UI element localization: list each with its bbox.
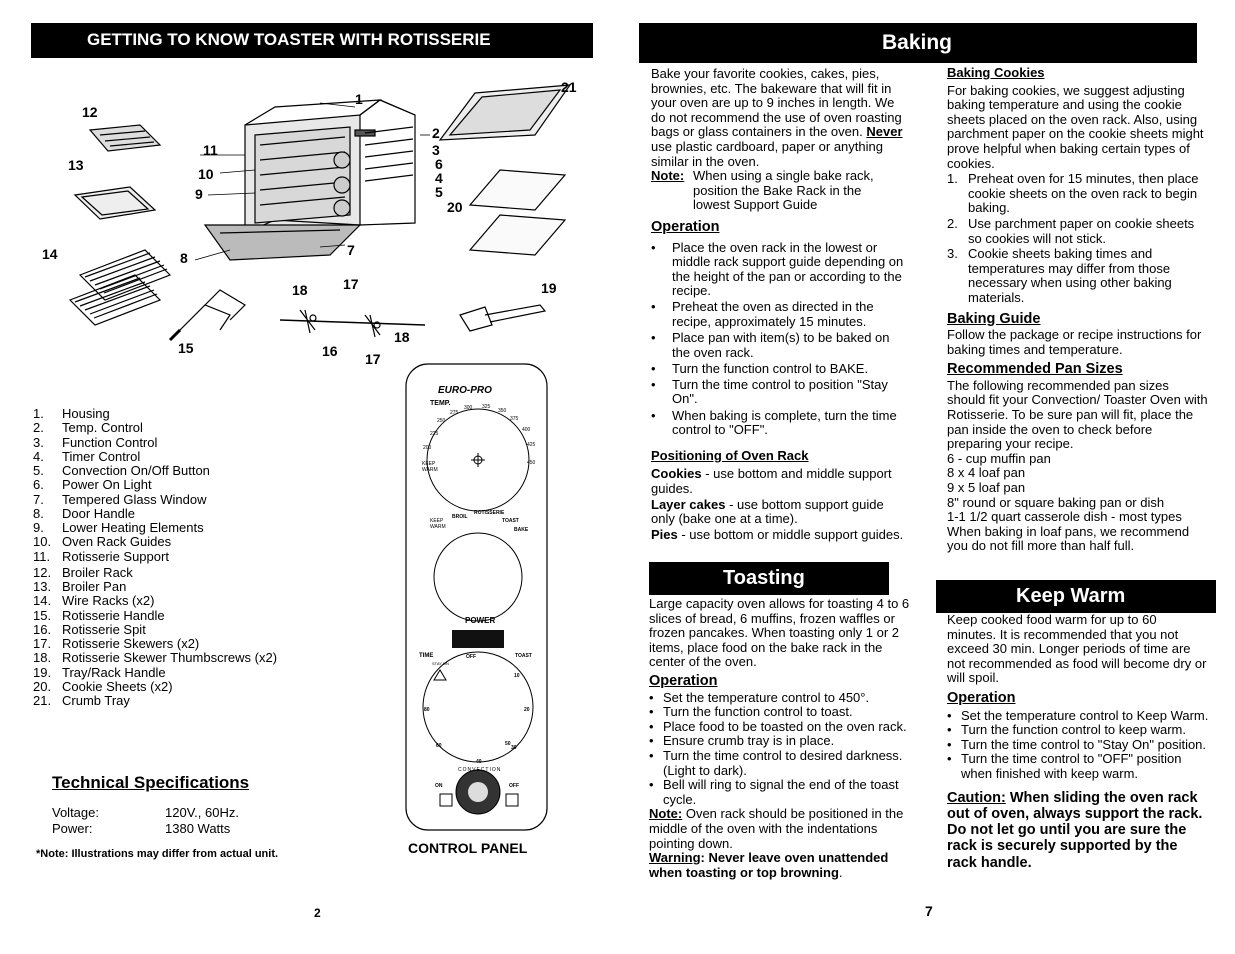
panel-brand: EURO-PRO [438, 385, 492, 396]
baking-intro-text: Bake your favorite cookies, cakes, pies, brownies, etc. The bakeware that will fit in your oven are up to 9 inches in length. We do not recommend the use of oven roasting bags or glass containers in the oven. [651, 66, 902, 140]
keep-warm-op-item-text: Turn the function control to keep warm. [961, 722, 1186, 738]
left-header-title: GETTING TO KNOW TOASTER WITH ROTISSERIE [87, 30, 491, 49]
cookie-step-item [947, 247, 1209, 305]
keep-warm-op-item-text: Turn the time control to "Stay On" position. [961, 736, 1207, 752]
positioning-item [651, 528, 911, 543]
positioning-bold: Cookies [651, 466, 702, 482]
panel-keep-warm: KEEP WARM [422, 461, 438, 473]
baking-op-item [651, 409, 911, 438]
part-item [33, 464, 363, 478]
positioning-text: - use bottom and middle support guides. [651, 466, 892, 496]
baking-cookies-title: Baking Cookies [947, 65, 1045, 80]
panel-function-label: ROTISSERIE [474, 510, 505, 516]
part-label: Rotisserie Skewer Thumbscrews (x2) [62, 650, 278, 666]
callout-5: 5 [435, 184, 443, 200]
loaf-note: When baking in loaf pans, we recommend you do not fill more than half full. [947, 523, 1190, 554]
bullet-icon: • [947, 751, 952, 767]
part-label: Power On Light [62, 477, 152, 493]
toasting-op-item [649, 734, 911, 749]
panel-temp-label: TEMP. [430, 400, 451, 407]
part-label: Oven Rack Guides [62, 534, 172, 550]
callout-15: 15 [178, 340, 194, 356]
panel-tick: 350 [498, 408, 507, 414]
callout-20: 20 [447, 199, 463, 215]
cookie-step-number: 2. [947, 215, 958, 231]
bullet-icon: • [649, 689, 654, 705]
bullet-icon: • [947, 722, 952, 738]
cookie-step-number: 3. [947, 246, 958, 262]
spec-key: Voltage: [52, 805, 99, 820]
panel-time-tick: 10 [514, 673, 520, 679]
callout-17a: 17 [343, 276, 359, 292]
part-number: 6. [33, 477, 44, 493]
baking-header-title: Baking [882, 31, 953, 54]
baking-op-item-text: When baking is complete, turn the time control to "OFF". [672, 407, 897, 438]
keep-warm-header-title: Keep Warm [1016, 585, 1126, 607]
callout-10: 10 [198, 166, 214, 182]
callout-6: 6 [435, 156, 443, 172]
bullet-icon: • [947, 736, 952, 752]
baking-header-bar [639, 23, 1197, 63]
part-label: Timer Control [62, 448, 141, 464]
baking-op-item [651, 362, 911, 377]
part-label: Temp. Control [62, 420, 143, 436]
part-label: Wire Racks (x2) [62, 593, 155, 609]
bullet-icon: • [651, 376, 656, 392]
baking-op-item-text: Turn the function control to BAKE. [672, 360, 869, 376]
positioning-title: Positioning of Oven Rack [651, 447, 809, 463]
keep-warm-op-item [947, 738, 1209, 753]
note-label: Note: [651, 168, 685, 184]
part-number: 11. [33, 548, 51, 564]
pan-item: 6 - cup muffin pan [947, 450, 1051, 466]
panel-tick: 450 [527, 460, 536, 466]
never-word: Never [866, 124, 903, 140]
baking-guide-title: Baking Guide [947, 310, 1041, 327]
toasting-op-item-text: Set the temperature control to 450°. [663, 689, 870, 705]
baking-op-item-text: Preheat the oven as directed in the recipe, approximately 15 minutes. [672, 299, 874, 329]
callout-17b: 17 [365, 351, 381, 367]
page-number-right: 7 [925, 903, 933, 919]
part-item [33, 580, 363, 594]
panel-toast-label: TOAST [515, 653, 532, 659]
part-item [33, 421, 363, 435]
pan-item: 8 x 4 loaf pan [947, 465, 1026, 481]
panel-time-tick: 80 [424, 707, 430, 713]
toasting-column [649, 597, 911, 880]
pan-item: 9 x 5 loaf pan [947, 480, 1026, 496]
callout-9: 9 [195, 186, 203, 202]
keep-warm-op-item [947, 752, 1209, 781]
callout-19: 19 [541, 280, 557, 296]
toasting-intro: Large capacity oven allows for toasting 4 to 6 slices of bread, 6 muffins, frozen waffles or frozen pancakes. When toasting only 1 or 2 items, place food on the bake rack in the center of the oven. [649, 596, 910, 670]
spec-key: Power: [52, 821, 93, 836]
positioning-text: - use bottom support guide only (bake one at a time). [651, 496, 884, 527]
panel-tick: 200 [423, 445, 432, 451]
toast-note [649, 807, 911, 851]
toasting-op-item-text: Place food to be toasted on the oven rack. [663, 718, 907, 734]
panel-power-label: POWER [465, 616, 496, 625]
pan-list [947, 452, 1209, 525]
panel-tick: 250 [437, 418, 446, 424]
part-number: 14. [33, 593, 52, 609]
panel-tick: 400 [522, 427, 531, 433]
never-rest: use plastic cardboard, paper or anything similar in the oven. [651, 138, 883, 169]
part-number: 10. [33, 534, 52, 550]
callout-16: 16 [322, 343, 338, 359]
panel-time-tick: 40 [476, 759, 482, 765]
warning-text: : Never leave oven unattended when toasting or top browning [649, 850, 889, 880]
part-number: 8. [33, 505, 44, 521]
part-item [33, 680, 363, 694]
part-label: Rotisserie Handle [62, 607, 165, 623]
spec-row [52, 805, 239, 821]
cookie-steps-list [947, 172, 1209, 305]
warning [649, 851, 911, 880]
panel-function-label: KEEP WARM [430, 518, 446, 530]
part-label: Broiler Rack [62, 564, 133, 580]
bullet-icon: • [651, 239, 656, 255]
panel-tick: 325 [482, 404, 491, 410]
baking-column [651, 67, 911, 543]
keep-warm-intro: Keep cooked food warm for up to 60 minutes. It is recommended that you not exceed 30 min. Longer periods of time are not recommended as food will become dry or will spoil. [947, 612, 1207, 686]
baking-op-item [651, 378, 911, 407]
cookies-column [947, 66, 1209, 554]
callout-2: 2 [432, 125, 440, 141]
part-label: Crumb Tray [62, 693, 130, 708]
toast-note-text: Oven rack should be positioned in the middle of the oven with the indentations pointing down. [649, 806, 904, 851]
illustration-note: *Note: Illustrations may differ from actual unit. [36, 848, 279, 860]
toasting-op-item-text: Turn the time control to desired darkness. (Light to dark). [663, 747, 903, 778]
baking-cookies-intro: For baking cookies, we suggest adjusting baking temperature and using the cookie sheets placed on the oven rack. Also, using parchment paper on the cookie sheets might prove helpful when baking certain types of cookies. [947, 82, 1204, 171]
part-label: Lower Heating Elements [62, 520, 204, 535]
positioning-bold: Layer cakes [651, 496, 726, 512]
keep-warm-op-item-text: Turn the time control to "OFF" position when finished with keep warm. [961, 751, 1182, 781]
caution-text: When sliding the oven rack out of oven, always support the rack. Do not let go until you are sure the rack is securely supported by the rack handle. [947, 789, 1203, 871]
callout-12: 12 [82, 104, 98, 120]
part-label: Broiler Pan [62, 579, 127, 594]
keep-warm-op-item-text: Set the temperature control to Keep Warm. [961, 707, 1209, 723]
operation-title-keep-warm: Operation [947, 689, 1016, 706]
part-item [33, 594, 363, 608]
baking-op-item-text: Turn the time control to position "Stay On". [672, 376, 888, 407]
positioning-item [651, 498, 911, 527]
parts-illustration [30, 75, 590, 375]
baking-op-item [651, 300, 911, 329]
toasting-op-item-text: Turn the function control to toast. [663, 704, 853, 720]
tech-spec-title: Technical Specifications [52, 773, 250, 792]
callout-1: 1 [355, 91, 363, 107]
part-item [33, 478, 363, 492]
part-item [33, 609, 363, 623]
part-label: Function Control [62, 434, 158, 450]
part-label: Rotisserie Support [62, 548, 169, 564]
panel-stay-on: STAY ON [432, 661, 449, 666]
panel-time-tick: 30 [511, 745, 517, 751]
pan-item: 8" round or square baking pan or dish [947, 494, 1165, 510]
panel-tick: 225 [430, 431, 439, 437]
spec-row [52, 821, 239, 837]
toasting-header-bar [649, 562, 889, 595]
part-item [33, 694, 363, 708]
callout-8: 8 [180, 250, 188, 266]
toasting-ops-list [649, 691, 911, 808]
positioning-bold: Pies [651, 526, 678, 542]
callout-21: 21 [561, 79, 577, 95]
positioning-item [651, 467, 911, 496]
part-item [33, 450, 363, 464]
part-item [33, 521, 363, 535]
left-header-bar [31, 23, 593, 58]
positioning-list [651, 467, 911, 542]
page-number-left: 2 [314, 906, 321, 920]
bullet-icon: • [649, 718, 654, 734]
part-number: 13. [33, 579, 52, 594]
panel-time-label: TIME [419, 653, 434, 659]
baking-op-item [651, 331, 911, 360]
part-item [33, 436, 363, 450]
part-item [33, 566, 363, 580]
part-number: 9. [33, 520, 44, 535]
part-item [33, 407, 363, 421]
baking-op-item-text: Place the oven rack in the lowest or middle rack support guide depending on the height of the pan or according to the recipe. [672, 239, 904, 299]
part-number: 3. [33, 434, 44, 450]
part-label: Tray/Rack Handle [62, 664, 166, 680]
part-number: 5. [33, 463, 44, 478]
baking-intro [651, 67, 911, 169]
callout-7: 7 [347, 242, 355, 258]
note-text: When using a single bake rack, position the Bake Rack in the lowest Support Guide [693, 168, 874, 213]
bullet-icon: • [649, 733, 654, 749]
positioning-text: - use bottom or middle support guides. [677, 526, 904, 542]
caution-label: Caution: [947, 789, 1006, 806]
part-number: 12. [33, 564, 52, 580]
callout-18a: 18 [292, 282, 308, 298]
panel-tick: 300 [464, 405, 473, 411]
toasting-header-title: Toasting [723, 567, 805, 589]
part-number: 18. [33, 650, 52, 666]
part-number: 16. [33, 621, 52, 637]
panel-conv-off-label: OFF [509, 783, 519, 789]
baking-ops-list [651, 241, 911, 438]
bullet-icon: • [649, 704, 654, 720]
part-number: 7. [33, 491, 44, 507]
part-label: Rotisserie Skewers (x2) [62, 636, 200, 651]
callout-18b: 18 [394, 329, 410, 345]
keep-warm-op-item [947, 723, 1209, 738]
bullet-icon: • [649, 747, 654, 763]
bullet-icon: • [651, 360, 656, 376]
part-label: Cookie Sheets (x2) [62, 678, 173, 694]
pan-sizes-intro: The following recommended pan sizes should fit your Convection/ Toaster Oven with Rotisserie. To be sure pan will fit, place the pan inside the oven to check before preparing your recipe. [947, 377, 1208, 452]
toasting-op-item [649, 749, 911, 778]
spec-value: 1380 Watts [165, 821, 231, 836]
keep-warm-op-item [947, 709, 1209, 724]
baking-guide-text: Follow the package or recipe instructions for baking times and temperature. [947, 327, 1202, 357]
toasting-op-item [649, 691, 911, 706]
spec-table [52, 805, 239, 837]
callout-3: 3 [432, 142, 440, 158]
part-item [33, 507, 363, 521]
keep-warm-ops-list [947, 709, 1209, 782]
oven-drawing [205, 100, 415, 260]
caution [947, 790, 1209, 871]
panel-function-label: BROIL [452, 514, 468, 520]
keep-warm-column [947, 613, 1209, 871]
part-item [33, 493, 363, 507]
control-panel-caption: CONTROL PANEL [408, 840, 528, 856]
toast-note-label: Note: [649, 806, 683, 822]
baking-note [651, 169, 911, 213]
cookie-step-number: 1. [947, 171, 958, 187]
warning-label: Warning [649, 850, 701, 866]
operation-title-toasting: Operation [649, 672, 718, 689]
pan-sizes-title: Recommended Pan Sizes [947, 361, 1123, 378]
bullet-icon: • [651, 407, 656, 423]
part-number: 15. [33, 607, 52, 623]
cookie-step-text: Cookie sheets baking times and temperatures may differ from those necessary when using other baking materials. [968, 246, 1172, 305]
part-number: 19. [33, 664, 52, 680]
part-item [33, 535, 363, 549]
baking-op-item-text: Place pan with item(s) to be baked on the oven rack. [672, 330, 890, 360]
part-number: 21. [33, 693, 52, 708]
panel-function-label: TOAST [502, 518, 519, 524]
keep-warm-header-bar [936, 580, 1216, 613]
cookie-step-text: Use parchment paper on cookie sheets so cookies will not stick. [968, 215, 1195, 246]
callout-13: 13 [68, 157, 84, 173]
part-label: Housing [62, 406, 110, 421]
part-label: Convection On/Off Button [62, 463, 210, 478]
toasting-op-item-text: Bell will ring to signal the end of the toast cycle. [663, 777, 899, 807]
toasting-op-item [649, 705, 911, 720]
bullet-icon: • [649, 777, 654, 793]
part-item [33, 637, 363, 651]
warning-end: . [838, 864, 843, 880]
baking-op-item [651, 241, 911, 299]
cookie-step-text: Preheat oven for 15 minutes, then place cookie sheets on the oven rack to begin baking. [968, 171, 1199, 216]
bullet-icon: • [947, 707, 952, 723]
cookie-step-item [947, 217, 1209, 246]
callout-14: 14 [42, 246, 58, 262]
panel-time-tick: 50 [505, 741, 511, 747]
parts-list [33, 407, 363, 708]
callout-11: 11 [203, 142, 218, 158]
part-item [33, 623, 363, 637]
part-item [33, 651, 363, 665]
panel-time-tick: 60 [436, 743, 442, 749]
panel-function-label: BAKE [514, 527, 529, 533]
toasting-op-item-text: Ensure crumb tray is in place. [663, 733, 835, 749]
wire-racks [70, 250, 170, 325]
power-light [452, 630, 504, 648]
part-item [33, 666, 363, 680]
part-number: 4. [33, 448, 44, 464]
bullet-icon: • [651, 299, 656, 315]
toasting-op-item [649, 778, 911, 807]
toasting-op-item [649, 720, 911, 735]
part-number: 2. [33, 420, 44, 436]
pan-item: 1-1 1/2 quart casserole dish - most types [947, 509, 1182, 525]
callout-4: 4 [435, 170, 443, 186]
part-label: Door Handle [62, 505, 135, 521]
panel-on-label: ON [435, 783, 443, 789]
part-label: Tempered Glass Window [62, 491, 207, 507]
panel-time-tick: 20 [524, 707, 530, 713]
operation-title-baking: Operation [651, 218, 720, 235]
part-label: Rotisserie Spit [62, 621, 146, 637]
bullet-icon: • [651, 330, 656, 346]
part-number: 1. [33, 406, 44, 421]
panel-tick: 375 [510, 416, 519, 422]
part-item [33, 550, 363, 564]
spec-value: 120V., 60Hz. [165, 805, 239, 820]
panel-tick: 275 [450, 410, 459, 416]
panel-off-label: OFF [466, 654, 476, 660]
part-number: 20. [33, 678, 52, 694]
panel-tick: 425 [527, 442, 536, 448]
panel-convection-label: CONVECTION [458, 767, 502, 773]
part-number: 17. [33, 636, 52, 651]
cookie-step-item [947, 172, 1209, 216]
